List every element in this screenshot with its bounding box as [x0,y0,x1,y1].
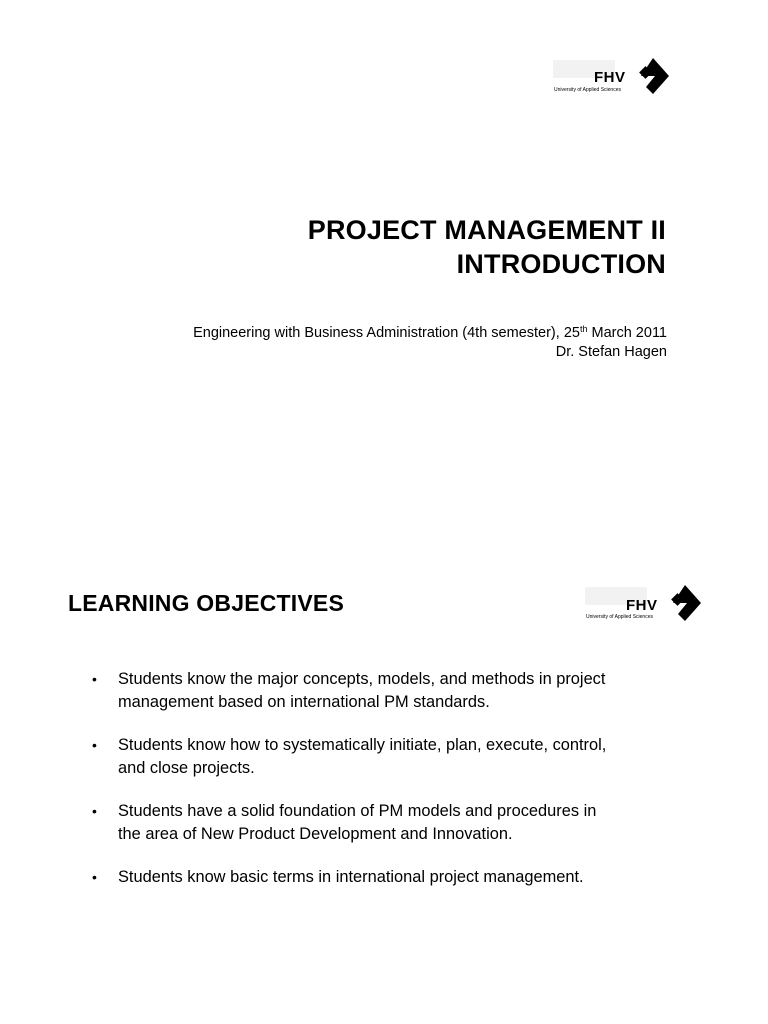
list-item [92,734,692,780]
objective-line-1: Students know how to systematically initiate, plan, execute, control, [118,736,607,754]
presentation-title [308,213,666,281]
logo-subtitle: University of Applied Sciences [554,87,621,93]
logo-name: FHV [594,69,626,86]
bullet-icon: • [92,803,97,819]
objective-line-1: Students have a solid foundation of PM models and procedures in [118,802,597,820]
objective-line-2: management based on international PM standards. [118,693,490,711]
author: Dr. Stefan Hagen [555,344,667,360]
list-item [92,866,692,889]
fhv-logo [585,583,703,623]
bullet-icon: • [92,737,97,753]
date-text: March 2011 [587,325,667,341]
logo-subtitle: University of Applied Sciences [586,614,653,620]
section-heading: LEARNING OBJECTIVES [68,590,345,616]
logo-name: FHV [626,597,658,614]
fhv-logo-mark-icon [667,583,703,623]
fhv-logo-mark-icon [635,56,671,96]
title-line-1: PROJECT MANAGEMENT II [307,215,666,245]
list-item [92,668,692,714]
list-item [92,800,692,846]
date-superscript: th [579,324,588,334]
objectives-list [92,668,692,909]
objective-line-2: and close projects. [118,759,255,777]
program-text: Engineering with Business Administration (4th semester), 25 [193,325,580,341]
objective-line-1: Students know the major concepts, models, and methods in project [118,670,606,688]
bullet-icon: • [92,869,97,885]
fhv-logo [553,56,671,96]
program-date [193,324,667,343]
bullet-icon: • [92,671,97,687]
slide-learning-objectives [0,560,768,1024]
title-line-2: INTRODUCTION [456,249,666,279]
objective-line-2: the area of New Product Development and Innovation. [118,825,513,843]
presentation-meta [193,324,667,362]
objective-line-1: Students know basic terms in international project management. [118,868,584,886]
